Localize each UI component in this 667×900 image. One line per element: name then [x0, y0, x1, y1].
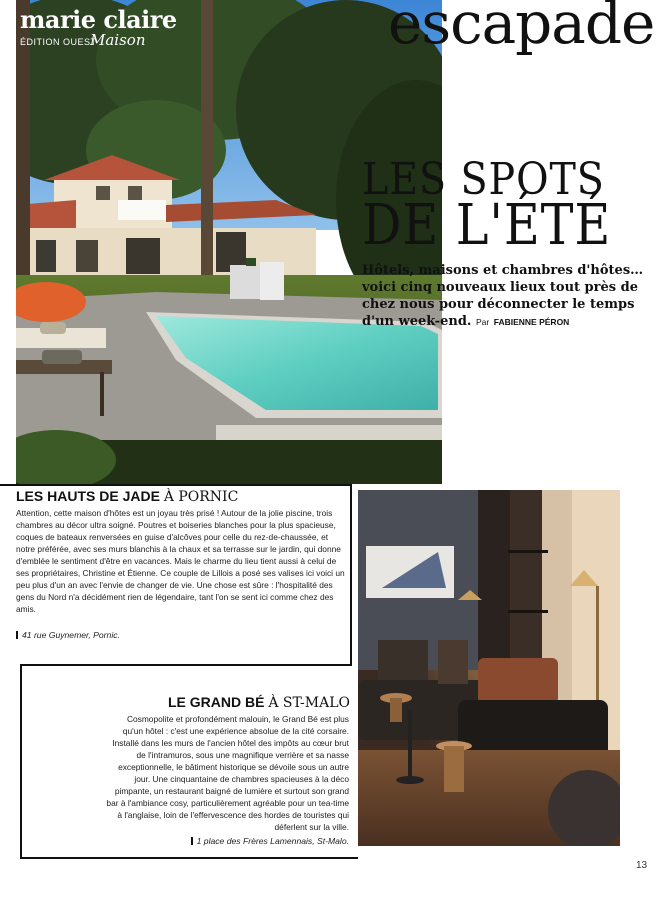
article-2-body: Cosmopolite et profondément malouin, le Grand Bé est plus qu'un hôtel : c'est une expérience absolue de la cité corsaire. Installé dans les murs de l'ancien hôtel des impôts au cœur brut de l'intramuros, sous une magnifique verrière et sa nasse exceptionnelle, le bâtiment historique se dévoile sous un autre jour. Une cinquantaine de chambres spacieuses à la déco pimpante, un restaurant baigné de lumière et surtout son grand bar à l'ambiance cosy, particulièrement agréable pour un tea-time à l'anglaise, loin de l'effervescence des hordes de touristes qui déferlent sur la ville.	[106, 714, 349, 832]
interior-photo-bar-lounge	[358, 490, 620, 846]
page-number: 13	[636, 860, 648, 871]
article-1-location: À PORNIC	[163, 489, 239, 505]
article-1-body: Attention, cette maison d'hôtes est un joyau très prisé ! Autour de la jolie piscine, trois chambres au décor ultra soigné. Poutres et boiseries blanches pour la plus spacieuse, coques de bateaux renversées en guise d'alcôves pour celle du rez-de-chaussée, et notre préférée, avec ses murs blanchis à la chaux et sa terrasse sur le jardin, qui donne d'emblée le sentiment d'être en vacances. Mais le charme du lieu tient aussi à celui de ses propriétaires, Christine et Étienne. Ce couple de Lillois a posé ses valises ici voici un peu plus d'un an avec l'envie de changer de vie. Une chose est sûre : l'hospitalité des gens du Nord n'a décidément rien de légendaire, tant l'on se sent ici comme chez des amis.	[16, 508, 345, 614]
headline-line-2: DE L'ÉTÉ	[362, 193, 612, 258]
article-2-address	[105, 836, 349, 846]
headline-line-1: LES SPOTS	[362, 154, 605, 205]
author-name: FABIENNE PÉRON	[493, 317, 570, 327]
article-1-address	[16, 630, 120, 640]
address-marker-icon	[16, 631, 18, 639]
article-2-name: LE GRAND BÉ	[168, 694, 265, 710]
address-marker-icon	[191, 837, 193, 845]
article-1-title	[16, 488, 238, 505]
article-1-address-text: 41 rue Guynemer, Pornic.	[22, 630, 120, 640]
frame-rule-bottom	[20, 857, 358, 859]
article-1-name: LES HAUTS DE JADE	[16, 488, 160, 504]
intro-text: Hôtels, maisons et chambres d'hôtes… voici cinq nouveaux lieux tout près de chez nous pour déconnecter le temps d'un week-end.	[362, 263, 644, 329]
sub-brand-label: Maison	[90, 31, 146, 49]
article-2-address-text: 1 place des Frères Lamennais, St-Malo.	[196, 836, 349, 846]
article-2-title	[168, 694, 350, 711]
section-title: escapade	[388, 0, 655, 57]
magazine-logo: marie claire	[20, 5, 177, 34]
intro-paragraph	[362, 262, 652, 331]
frame-rule-top	[0, 484, 352, 486]
article-2-location: À ST-MALO	[268, 695, 350, 711]
frame-rule-left	[20, 664, 22, 859]
byline-prefix: Par	[475, 317, 490, 327]
frame-rule-mid	[20, 664, 352, 666]
edition-label: ÉDITION OUEST	[20, 37, 97, 47]
frame-rule-right	[350, 484, 352, 664]
